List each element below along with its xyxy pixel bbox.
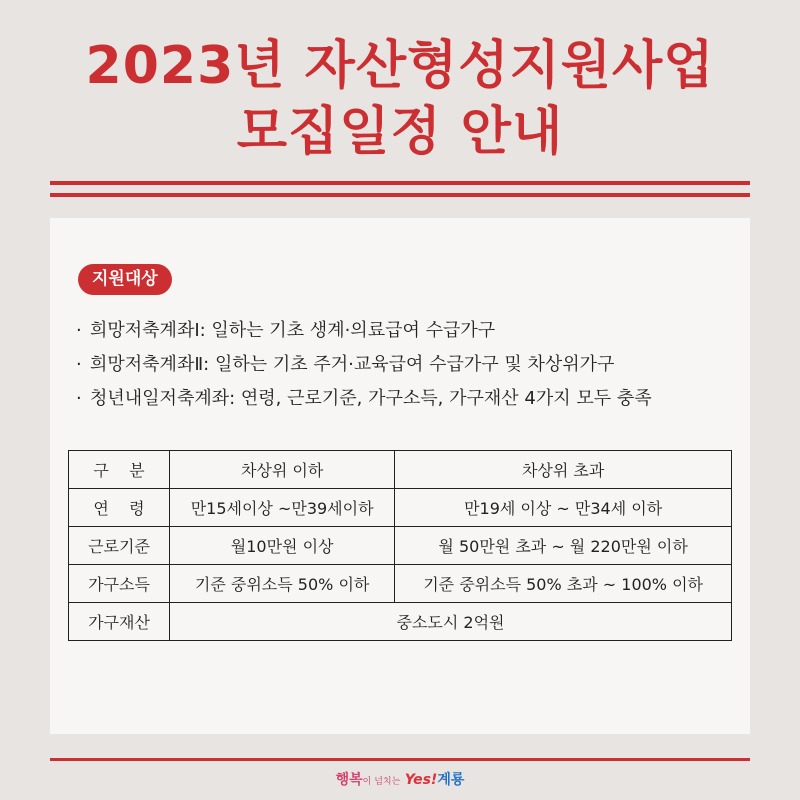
bullet-text: 희망저축계좌Ⅱ: 일하는 기초 주거·교육급여 수급가구 및 차상위가구 (90, 354, 615, 375)
row-col2: 만19세 이상 ~ 만34세 이하 (395, 489, 732, 527)
row-col1: 만15세이상 ~만39세이하 (170, 489, 395, 527)
footer-logo-part3: Yes! (404, 772, 438, 788)
bullet-dot: · (76, 354, 82, 375)
criteria-table (68, 450, 732, 641)
row-col2: 월 50만원 초과 ~ 월 220만원 이하 (395, 527, 732, 565)
row-col2: 기준 중위소득 50% 초과 ~ 100% 이하 (395, 565, 732, 603)
table-row (69, 565, 732, 603)
top-divider-1 (50, 181, 750, 185)
table-header-col1: 차상위 이하 (170, 451, 395, 489)
row-col1: 기준 중위소득 50% 이하 (170, 565, 395, 603)
table-header-label: 구 분 (69, 451, 170, 489)
list-item (76, 382, 652, 416)
table-row (69, 527, 732, 565)
top-divider-2 (50, 193, 750, 197)
bullet-text: 청년내일저축계좌: 연령, 근로기준, 가구소득, 가구재산 4가지 모두 충족 (90, 388, 652, 409)
bullet-dot: · (76, 388, 82, 409)
table-row (69, 489, 732, 527)
footer-logo-part2: 이 넘치는 (362, 777, 401, 787)
row-col1: 월10만원 이상 (170, 527, 395, 565)
row-label: 연 령 (69, 489, 170, 527)
row-label: 근로기준 (69, 527, 170, 565)
bullet-text: 희망저축계좌Ⅰ: 일하는 기초 생계·의료급여 수급가구 (90, 320, 496, 341)
footer-logo (0, 770, 800, 792)
footer-logo-part1: 행복 (335, 772, 363, 788)
section-badge: 지원대상 (78, 264, 172, 295)
content-card (50, 218, 750, 734)
table-header-col2: 차상위 초과 (395, 451, 732, 489)
bottom-divider (50, 758, 750, 761)
eligibility-list (76, 314, 652, 416)
list-item (76, 314, 652, 348)
list-item (76, 348, 652, 382)
row-merged-value: 중소도시 2억원 (170, 603, 732, 641)
table-header-row (69, 451, 732, 489)
bullet-dot: · (76, 320, 82, 341)
page-title-line1: 2023년 자산형성지원사업 (85, 36, 715, 96)
row-label: 가구재산 (69, 603, 170, 641)
row-label: 가구소득 (69, 565, 170, 603)
table-row (69, 603, 732, 641)
footer-logo-part4: 계룡 (437, 772, 465, 788)
page-title-line2: 모집일정 안내 (236, 102, 564, 162)
